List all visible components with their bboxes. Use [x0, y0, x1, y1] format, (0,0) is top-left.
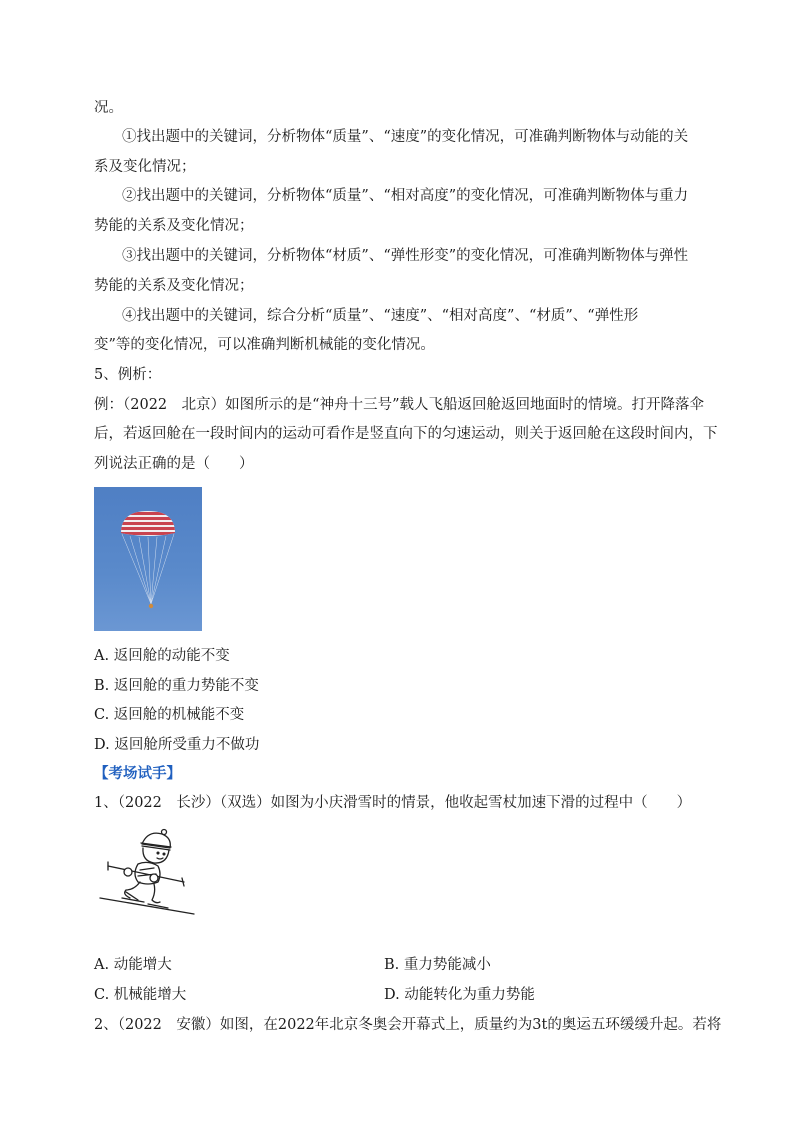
- skier-illustration: [96, 826, 200, 918]
- text-line: ②找出题中的关键词，分析物体“质量”、“相对高度”的变化情况，可准确判断物体与重力: [122, 188, 689, 204]
- option-d: D. 返回舱所受重力不做功: [94, 737, 260, 753]
- q1-option-c: C. 机械能增大: [94, 987, 187, 1003]
- text-line: 变”等的变化情况，可以准确判断机械能的变化情况。: [94, 337, 435, 353]
- text-line: 况。: [94, 100, 123, 116]
- text-line: ①找出题中的关键词，分析物体“质量”、“速度”的变化情况，可准确判断物体与动能的关: [122, 129, 689, 145]
- q1-option-a: A. 动能增大: [94, 957, 172, 973]
- q1-option-b: B. 重力势能减小: [384, 957, 491, 973]
- text-line: 列说法正确的是（ ）: [94, 456, 254, 472]
- text-line: 势能的关系及变化情况；: [94, 278, 254, 294]
- text-line: 5、例析：: [94, 367, 162, 383]
- text-line: 势能的关系及变化情况；: [94, 218, 254, 234]
- option-b: B. 返回舱的重力势能不变: [94, 678, 259, 694]
- q1-option-d: D. 动能转化为重力势能: [384, 987, 535, 1003]
- text-line: 系及变化情况；: [94, 159, 196, 175]
- question-1-stem: 1、（2022 长沙）（双选）如图为小庆滑雪时的情景，他收起雪杖加速下滑的过程中（ ）: [94, 795, 692, 811]
- text-line: ③找出题中的关键词，分析物体“材质”、“弹性形变”的变化情况，可准确判断物体与弹性: [122, 248, 689, 264]
- text-line: ④找出题中的关键词，综合分析“质量”、“速度”、“相对高度”、“材质”、“弹性形: [122, 308, 639, 324]
- text-line: 后，若返回舱在一段时间内的运动可看作是竖直向下的匀速运动，则关于返回舱在这段时间内，下: [94, 426, 718, 442]
- option-c: C. 返回舱的机械能不变: [94, 707, 245, 723]
- text-line: 例：（2022 北京）如图所示的是“神舟十三号”载人飞船返回舱返回地面时的情境。打开降落伞: [94, 397, 704, 413]
- question-2-stem: 2、（2022 安徽）如图，在2022年北京冬奥会开幕式上，质量约为3t的奥运五环缓缓升起。若将: [94, 1017, 722, 1033]
- parachute-photo: [94, 487, 202, 631]
- option-a: A. 返回舱的动能不变: [94, 648, 230, 664]
- section-title: 【考场试手】: [94, 765, 181, 782]
